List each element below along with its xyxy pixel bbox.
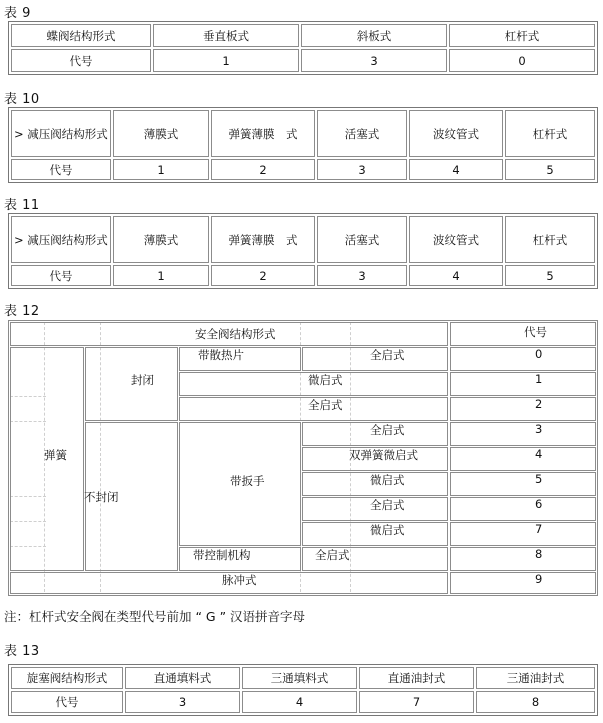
table12-control: 带控制机构 [193,548,251,562]
table10-code-label: 代号 [11,159,111,180]
table13-header-form: 旋塞阀结构形式 [11,667,123,689]
table11-caption: 表 11 [4,198,40,213]
table12-code-cell [450,347,596,371]
table9-header-vertical: 垂直板式 [153,24,299,47]
table10 [8,107,598,183]
table9-header-form: 蝶阀结构形式 [11,24,151,47]
table10-code: 2 [211,159,315,180]
table11-code: 4 [409,265,503,286]
table13 [8,664,598,716]
table13-header-three-way-oil: 三通油封式 [476,667,595,689]
table10-header-spring-diaphragm: 弹簧薄膜 式 [211,110,315,157]
table12-pulse: 脉冲式 [222,573,257,587]
table10-code: 3 [317,159,407,180]
table12-row0-form: 全启式 [370,348,405,362]
table9 [8,21,598,75]
table10-header-diaphragm: 薄膜式 [113,110,209,157]
table12-code-cell [450,397,596,421]
table13-header-three-way-packing: 三通填料式 [242,667,357,689]
table11-code: 2 [211,265,315,286]
table12-wrench: 带扳手 [230,474,265,488]
table12-note: 注：杠杆式安全阀在类型代号前加 “ G ” 汉语拼音字母 [4,609,306,624]
table12-code-cell [450,372,596,396]
table11-header-lever: 杠杆式 [505,216,595,263]
table12-code: 1 [535,372,543,386]
table13-code-label: 代号 [11,691,123,713]
table12-heat-sink: 带散热片 [198,348,244,362]
table10-header-lever: 杠杆式 [505,110,595,157]
table12-code-cell [450,547,596,571]
table12-code-cell [450,422,596,446]
table12-code-cell [450,472,596,496]
table12-row2-form: 全启式 [308,398,343,412]
table11-header-diaphragm: 薄膜式 [113,216,209,263]
table12-code: 3 [535,422,543,436]
table12-row7-form: 微启式 [370,523,405,537]
table12-code: 6 [535,497,543,511]
table9-code: 3 [301,49,447,72]
table11-code-label: 代号 [11,265,111,286]
table11-header-form: > 减压阀结构形式 [11,216,111,263]
table9-header-oblique: 斜板式 [301,24,447,47]
table10-header-bellows: 波纹管式 [409,110,503,157]
table10-code: 5 [505,159,595,180]
table12-code: 8 [535,547,543,561]
table9-caption: 表 9 [4,6,31,21]
table12-code: 4 [535,447,543,461]
table10-code: 1 [113,159,209,180]
table11-code: 3 [317,265,407,286]
table12-row8-form: 全启式 [315,548,350,562]
table11 [8,213,598,289]
table12-code: 9 [535,572,543,586]
table12-code-cell [450,497,596,521]
table9-code: 1 [153,49,299,72]
table11-code: 5 [505,265,595,286]
table12-code-cell [450,447,596,471]
table12-header-code-cell [450,322,596,346]
table12-row3-form: 全启式 [370,423,405,437]
table9-header-lever: 杠杆式 [449,24,595,47]
table13-code: 4 [242,691,357,713]
table12-unsealed: 不封闭 [84,490,119,504]
table11-code: 1 [113,265,209,286]
table12-header-form: 安全阀结构形式 [195,327,276,341]
table10-header-piston: 活塞式 [317,110,407,157]
table12-code: 5 [535,472,543,486]
table12-code: 0 [535,347,543,361]
table13-caption: 表 13 [4,644,40,659]
table13-code: 8 [476,691,595,713]
table12-caption: 表 12 [4,304,40,319]
table12-sealed: 封闭 [131,373,154,387]
table12-row6-form: 全启式 [370,498,405,512]
table13-header-straight-packing: 直通填料式 [125,667,240,689]
table11-header-spring-diaphragm: 弹簧薄膜 式 [211,216,315,263]
table12-row5-form: 微启式 [370,473,405,487]
table12-row1-form: 微启式 [308,373,343,387]
table13-header-straight-oil: 直通油封式 [359,667,474,689]
table9-code-label: 代号 [11,49,151,72]
table12-code: 2 [535,397,543,411]
table12-row4-form: 双弹簧微启式 [349,448,418,462]
table12-code-cell [450,522,596,546]
table13-code: 3 [125,691,240,713]
table12-code: 7 [535,522,543,536]
table13-code: 7 [359,691,474,713]
table12-spring: 弹簧 [44,448,67,462]
table11-header-bellows: 波纹管式 [409,216,503,263]
table10-code: 4 [409,159,503,180]
table12-header-code: 代号 [524,325,547,339]
table12-code-cell [450,572,596,594]
table11-header-piston: 活塞式 [317,216,407,263]
table10-header-form: > 减压阀结构形式 [11,110,111,157]
table9-code: 0 [449,49,595,72]
table10-caption: 表 10 [4,92,40,107]
